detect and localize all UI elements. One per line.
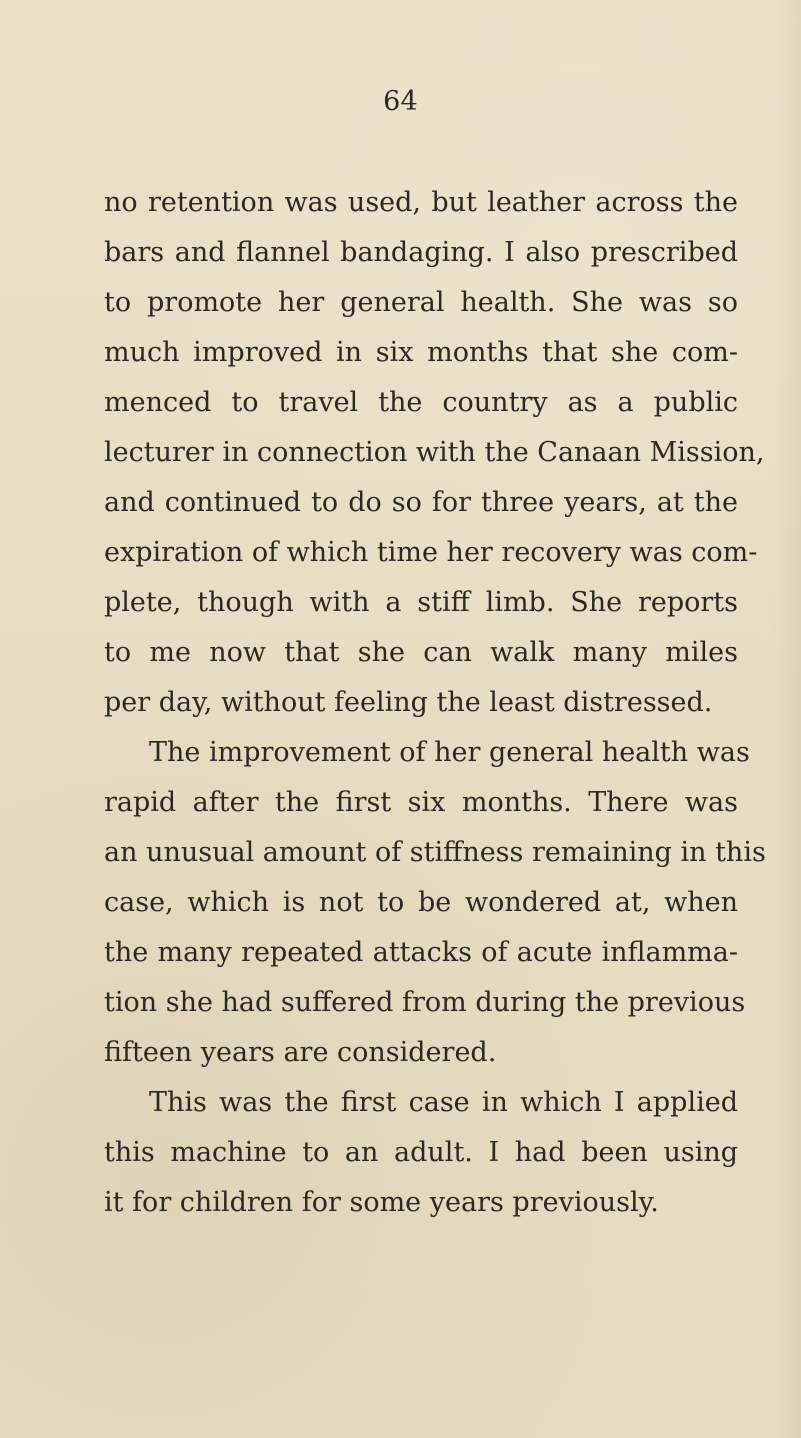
text-line-2: bars and flannel bandaging. I also prescribed: [104, 237, 738, 268]
text-line-16: the many repeated attacks of acute inflamma-: [104, 937, 738, 968]
text-line-8: expiration of which time her recovery was com-: [104, 537, 758, 568]
text-line-21: it for children for some years previously.: [104, 1187, 659, 1218]
page-number: 64: [383, 86, 418, 117]
text-line-15: case, which is not to be wondered at, when: [104, 887, 738, 918]
text-line-4: much improved in six months that she com-: [104, 337, 738, 368]
text-line-11: per day, without feeling the least distressed.: [104, 687, 713, 718]
text-line-14: an unusual amount of stiffness remaining in this: [104, 837, 766, 868]
text-line-12: The improvement of her general health was: [149, 737, 750, 768]
text-line-17: tion she had suffered from during the previous: [104, 987, 746, 1018]
text-line-19: This was the first case in which I applied: [149, 1087, 738, 1118]
text-line-13: rapid after the first six months. There was: [104, 787, 738, 818]
text-line-6: lecturer in connection with the Canaan Mission,: [104, 437, 765, 468]
text-line-18: fifteen years are considered.: [104, 1037, 497, 1068]
text-line-7: and continued to do so for three years, at the: [104, 487, 738, 518]
text-line-20: this machine to an adult. I had been using: [104, 1137, 738, 1168]
text-line-9: plete, though with a stiff limb. She reports: [104, 587, 738, 618]
text-line-10: to me now that she can walk many miles: [104, 637, 738, 668]
text-line-3: to promote her general health. She was so: [104, 287, 738, 318]
text-line-5: menced to travel the country as a public: [104, 387, 738, 418]
text-line-1: no retention was used, but leather across the: [104, 187, 738, 218]
